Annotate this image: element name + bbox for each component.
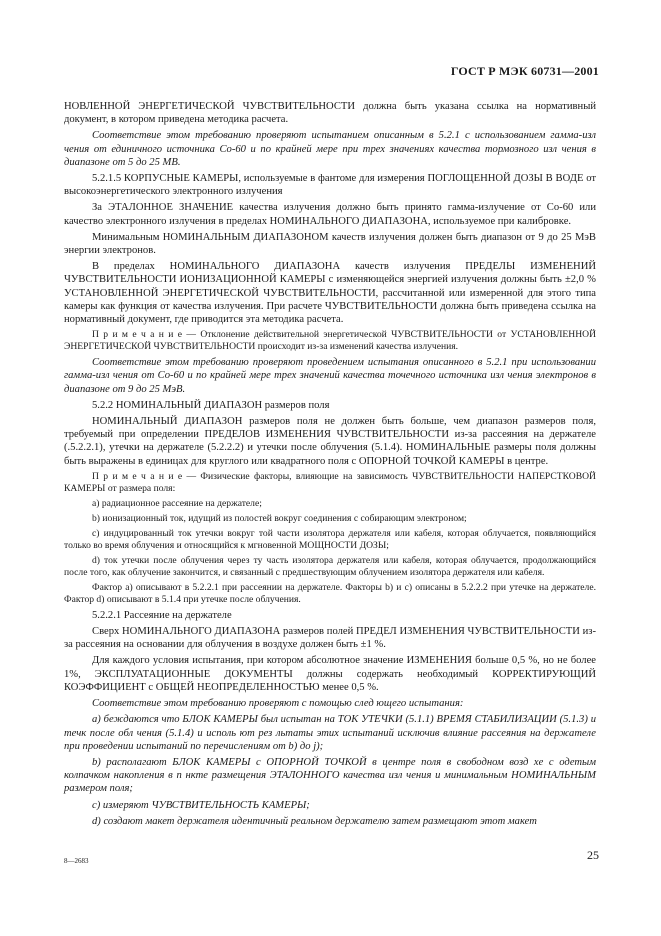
compliance-paragraph: Соответствие этом требованию проверяют с помощью след ющего испытания: [92,698,464,710]
paragraph: В пределах НОМИНАЛЬНОГО ДИАПАЗОНА качеств излучения ПРЕДЕЛЫ ИЗМЕНЕНИЙ ЧУВСТВИТЕЛЬНОСТИ ИОНИЗАЦИОННОЙ КАМЕРЫ с изменяющейся энергией излучения должны быть ±2,0 % УСТАНОВЛЕННОЙ ЭНЕРГЕТИЧЕСКОЙ ЧУВСТВИТЕЛЬНОСТИ, рассчитанной или измеренной для этого типа камеры как функция от качества излучения. При расчете ЧУВСТВИТЕЛЬНОСТИ должна быть приведена ссылка на нормативный документ, где приводится эта методика расчета. [64,261,596,326]
note-list-item: c) индуцированный ток утечки вокруг той части изолятора держателя или кабеля, которая облучается, появляющийся только во время облучения и относящийся к мгновенной МОЩНОСТИ ДОЗЫ; [64,527,596,551]
paragraph: Сверх НОМИНАЛЬНОГО ДИАПАЗОНА размеров полей ПРЕДЕЛ ИЗМЕНЕНИЯ ЧУВСТВИТЕЛЬНОСТИ из-за рассеяния на основании для облучения в воздухе должен быть ±1 %. [64,626,596,651]
note-paragraph: П р и м е ч а н и е — Физические факторы, влияющие на зависимость ЧУВСТВИТЕЛЬНОСТИ НАПЕРСТКОВОЙ КАМЕРЫ от размера поля: [64,470,596,494]
note-list-item: d) ток утечки после облучения через ту часть изолятора держателя или кабеля, которая облучается, продолжающийся после того, как облучение закончится, и связанный с предшествующим облучением изолятора держателя или кабеля. [64,554,596,578]
section-heading: 5.2.1.5 КОРПУСНЫЕ КАМЕРЫ, используемые в фантоме для измерения ПОГЛОЩЕННОЙ ДОЗЫ В ВОДЕ от высокоэнергетического электронного излучения [64,173,596,198]
paragraph: За ЭТАЛОННОЕ ЗНАЧЕНИЕ качества излучения должно быть принято гамма-излучение от Co-60 или качество электронного излучения в пределах НОМИНАЛЬНОГО ДИАПАЗОНА, используемое при калибровке. [64,202,596,227]
note-list-item: a) радиационное рассеяние на держателе; [92,497,262,509]
note-list-item: b) ионизационный ток, идущий из полостей вокруг соединения с собирающим электроном; [92,512,467,524]
test-step: c) измеряют ЧУВСТВИТЕЛЬНОСТЬ КАМЕРЫ; [92,799,310,811]
section-heading: 5.2.2 НОМИНАЛЬНЫЙ ДИАПАЗОН размеров поля [92,399,330,411]
note-paragraph: П р и м е ч а н и е — Отклонение действительной энергетической ЧУВСТВИТЕЛЬНОСТИ от УСТАНОВЛЕННОЙ ЭНЕРГЕТИЧЕСКОЙ ЧУВСТВИТЕЛЬНОСТИ происходит из-за изменений качества излучения. [64,329,596,353]
paragraph: НОМИНАЛЬНЫЙ ДИАПАЗОН размеров поля не должен быть больше, чем диапазон размеров поля, требуемый при определении ПРЕДЕЛОВ ИЗМЕНЕНИЯ ЧУВСТВИТЕЛЬНОСТИ из-за рассеяния на держателе (.5.2.2.1), утечки на держателе (5.2.2.2) и утечки после облучения (5.1.4). НОМИНАЛЬНЫЕ размеры поля должны быть выражены в единицах для круглого или квадратного поля с ОПОРНОЙ ТОЧКОЙ КАМЕРЫ в центре. [64,416,596,467]
page-number: 25 [587,848,599,862]
print-code: 8—2683 [64,857,89,865]
test-step: b) располагают БЛОК КАМЕРЫ с ОПОРНОЙ ТОЧКОЙ в центре поля в свободном возд хе с одетым колпачком накопления в п нкте размещения ЭТАЛОННОГО качества изл чения и минимальным НОМИНАЛЬНЫМ размером поля; [64,756,596,795]
standard-header: ГОСТ Р МЭК 60731—2001 [450,64,599,78]
section-heading: 5.2.2.1 Рассеяние на держателе [92,609,232,621]
test-step: a) беждаются что БЛОК КАМЕРЫ был испытан на ТОК УТЕЧКИ (5.1.1) ВРЕМЯ СТАБИЛИЗАЦИИ (5.1.3) и течк после обл чения (5.1.4) и исполь ют рез льтаты этих испытаний исключив влияние рассеяния на держателе при проведении испытаний по перечислениям от b) до j); [64,714,596,752]
note-paragraph: Фактор a) описывают в 5.2.2.1 при рассеянии на держателе. Факторы b) и c) описаны в 5.2.2.2 при утечке на держателе. Фактор d) описывают в 5.1.4 при утечке после облучения. [64,581,596,605]
paragraph: Минимальным НОМИНАЛЬНЫМ ДИАПАЗОНОМ качеств излучения должен быть диапазон от 9 до 25 МэВ энергии электронов. [64,231,596,257]
body-text [64,100,596,831]
paragraph: Для каждого условия испытания, при котором абсолютное значение ИЗМЕНЕНИЯ больше 0,5 %, но не более 1%, ЭКСПЛУАТАЦИОННЫЕ ДОКУМЕНТЫ должны содержать необходимый КОРРЕКТИРУЮЩИЙ КОЭФФИЦИЕНТ с ОБЩЕЙ НЕОПРЕДЕЛЕННОСТЬЮ менее 0,5 %. [64,655,596,693]
paragraph: НОВЛЕННОЙ ЭНЕРГЕТИЧЕСКОЙ ЧУВСТВИТЕЛЬНОСТИ должна быть указана ссылка на нормативный документ, в котором приведена методика расчета. [64,101,596,126]
compliance-paragraph: Соответствие этом требованию проверяют испытанием описанным в 5.2.1 с использованием гамма-изл чения от единичного источника Co-60 и по крайней мере при трех значениях качества тормозного изл чения в диапазоне от 5 до 25 МВ. [64,130,596,168]
compliance-paragraph: Соответствие этом требованию проверяют проведением испытания описанного в 5.2.1 при использовании гамма-изл чения от Co-60 и по крайней мере трех значений качества точечного источника изл чения электронов в диапазоне от 9 до 25 МэВ. [64,357,596,395]
test-step: d) создают макет держателя идентичный реальном держателю затем размещают этот макет [92,815,537,827]
